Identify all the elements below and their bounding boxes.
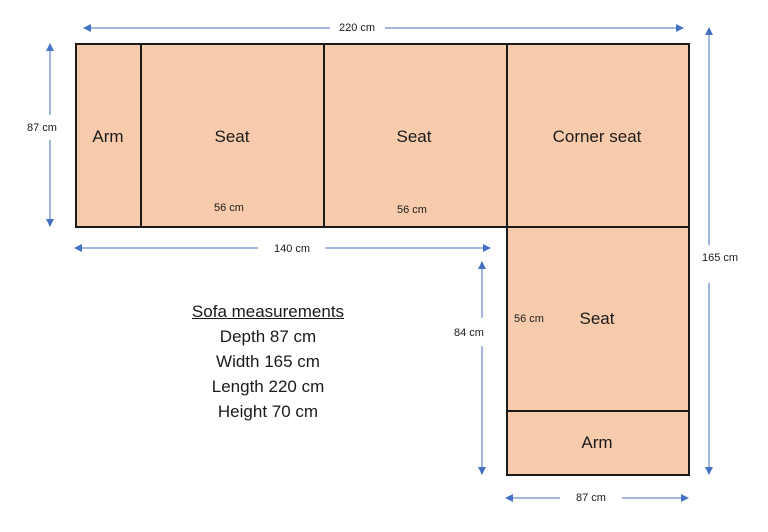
measurement-width: Width 165 cm bbox=[216, 352, 320, 371]
measurements-title: Sofa measurements bbox=[191, 302, 345, 321]
corner-seat-label: Corner seat bbox=[552, 127, 642, 146]
dim-bottom-depth: 87 cm bbox=[576, 492, 606, 504]
arm-left-label: Arm bbox=[92, 127, 124, 146]
dim-seat-1-width: 56 cm bbox=[214, 202, 244, 214]
sofa-measurements-notes bbox=[138, 299, 398, 424]
dim-total-length: 220 cm bbox=[338, 22, 376, 34]
dim-length-140: 140 cm bbox=[273, 243, 311, 255]
dim-depth-84: 84 cm bbox=[454, 327, 484, 339]
seat-2-label: Seat bbox=[396, 127, 432, 146]
measurement-length: Length 220 cm bbox=[211, 377, 325, 396]
seat-3-label: Seat bbox=[579, 309, 615, 328]
measurement-height: Height 70 cm bbox=[217, 402, 319, 421]
dim-seat-3-width: 56 cm bbox=[514, 313, 544, 325]
seat-1-label: Seat bbox=[214, 127, 250, 146]
dim-depth-left: 87 cm bbox=[27, 122, 57, 134]
measurement-depth: Depth 87 cm bbox=[219, 327, 317, 346]
dim-total-width: 165 cm bbox=[701, 252, 739, 264]
arm-bottom-label: Arm bbox=[581, 433, 613, 452]
dim-seat-2-width: 56 cm bbox=[397, 204, 427, 216]
